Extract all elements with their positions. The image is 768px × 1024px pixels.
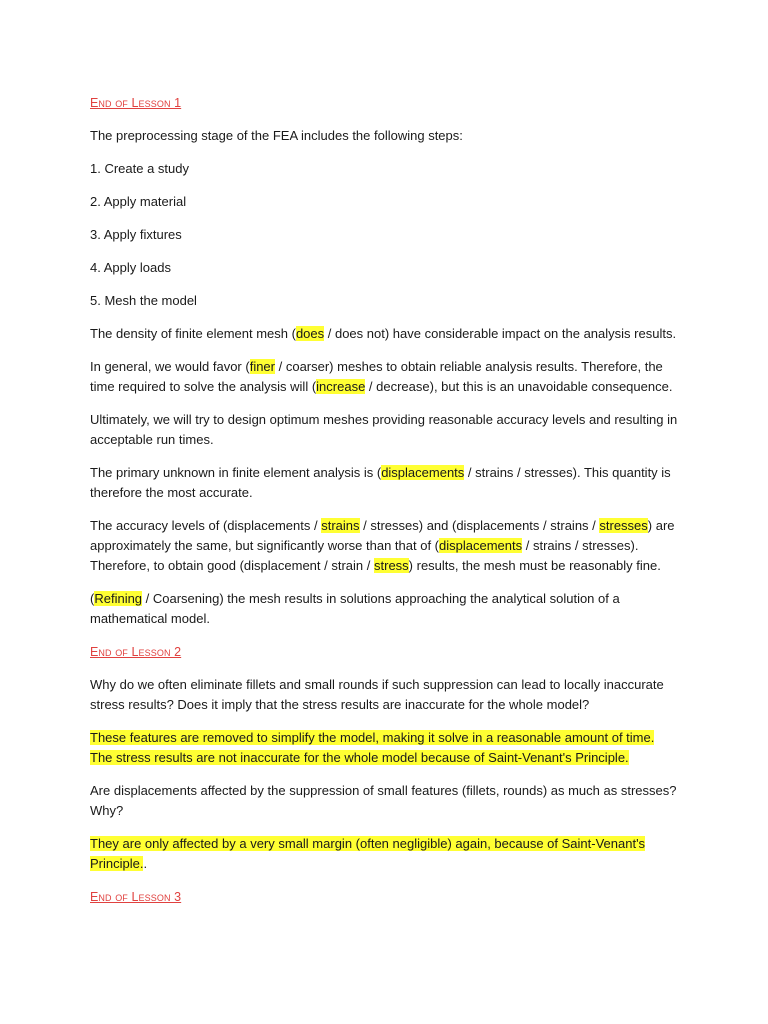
highlight-answer: strains <box>321 518 360 533</box>
text-run: The accuracy levels of (displacements / <box>90 518 322 533</box>
text-run: / decrease), but this is an unavoidable consequence. <box>365 379 673 394</box>
text-run: ) are approximately the same, but significantly worse than that of ( <box>90 518 675 553</box>
intro-paragraph: The preprocessing stage of the FEA includes the following steps: <box>90 128 463 143</box>
text-run: The density of finite element mesh ( <box>90 326 296 341</box>
text-run: / coarser) meshes to obtain reliable analysis results. Therefore, the time required to solve the analysis will ( <box>90 359 663 394</box>
lesson-1-heading: End of Lesson 1 <box>90 96 182 110</box>
text-run: The primary unknown in finite element analysis is ( <box>90 465 382 480</box>
step-item: 5. Mesh the model <box>90 293 197 308</box>
step-item: 3. Apply fixtures <box>90 227 182 242</box>
answer-1 <box>90 728 678 768</box>
text-run: / Coarsening) the mesh results in solutions approaching the analytical solution of a mathematical model. <box>90 591 620 626</box>
primary-unknown-paragraph <box>90 463 678 503</box>
step-item: 2. Apply material <box>90 194 187 209</box>
text-run: / stresses) and (displacements / strains / <box>359 518 600 533</box>
refining-paragraph <box>90 589 678 629</box>
text-run: In general, we would favor ( <box>90 359 250 374</box>
text-run: . <box>143 856 148 871</box>
highlight-answer: stress <box>374 558 409 573</box>
lesson-2-heading: End of Lesson 2 <box>90 645 182 659</box>
general-paragraph <box>90 357 678 397</box>
text-run: / strains / stresses). This quantity is therefore the most accurate. <box>90 465 671 500</box>
question-2: Are displacements affected by the suppression of small features (fillets, rounds) as much as stresses? Why? <box>90 783 677 818</box>
highlight-answer: does <box>295 326 325 341</box>
density-paragraph <box>90 324 678 344</box>
steps-list <box>90 159 678 311</box>
text-run: / strains / stresses). Therefore, to obtain good (displacement / strain / <box>90 538 639 573</box>
highlight-answer: These features are removed to simplify the model, making it solve in a reasonable amount of time. The stress results are not inaccurate for the whole model because of Saint-Venant's Principle. <box>90 730 655 765</box>
highlight-answer: finer <box>249 359 275 374</box>
highlight-answer: increase <box>316 379 366 394</box>
highlight-answer: Refining <box>94 591 143 606</box>
answer-2 <box>90 834 678 874</box>
highlight-answer: displacements <box>381 465 465 480</box>
text-run: / does not) have considerable impact on the analysis results. <box>324 326 677 341</box>
step-item: 4. Apply loads <box>90 260 171 275</box>
highlight-answer: They are only affected by a very small margin (often negligible) again, because of Saint-Venant's Principle. <box>90 836 646 871</box>
highlight-answer: displacements <box>439 538 523 553</box>
text-run: ) results, the mesh must be reasonably fine. <box>408 558 661 573</box>
highlight-answer: stresses <box>599 518 648 533</box>
lesson-3-heading: End of Lesson 3 <box>90 890 182 904</box>
accuracy-paragraph <box>90 516 678 576</box>
step-item: 1. Create a study <box>90 161 189 176</box>
question-1: Why do we often eliminate fillets and small rounds if such suppression can lead to locally inaccurate stress results? Does it imply that the stress results are inaccurate for the whole model? <box>90 677 664 712</box>
ultimately-paragraph: Ultimately, we will try to design optimum meshes providing reasonable accuracy levels and resulting in acceptable run times. <box>90 412 678 447</box>
text-run: ( <box>90 591 95 606</box>
